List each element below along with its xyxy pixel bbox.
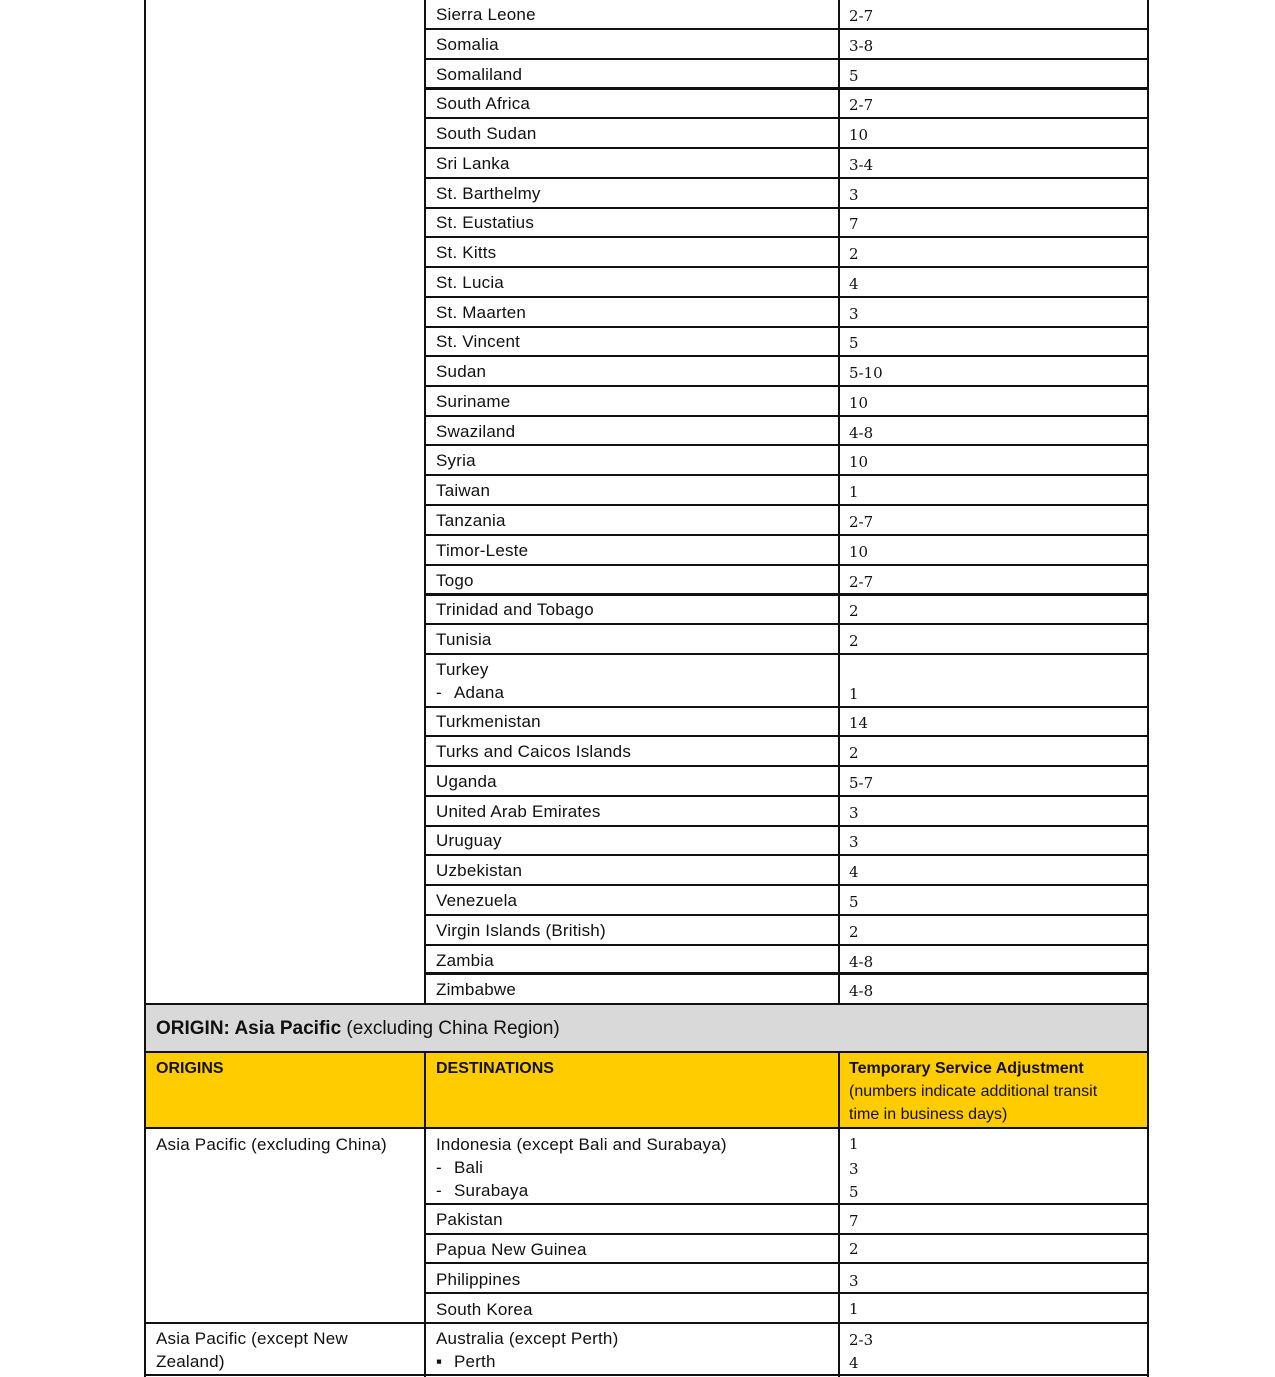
adjustment-value-cell: 10 <box>849 453 869 471</box>
row-border <box>425 177 1148 179</box>
header-tsa-title: Temporary Service Adjustment <box>849 1060 1084 1077</box>
destination-cell: Somaliland <box>436 65 523 84</box>
header-band-bottom-border <box>145 1127 1148 1129</box>
row-border <box>425 58 1148 60</box>
destination-cell: St. Barthelmy <box>436 184 541 203</box>
destination-cell: St. Lucia <box>436 273 504 292</box>
destination-cell: Timor-Leste <box>436 541 529 560</box>
header-origins: ORIGINS <box>156 1060 224 1077</box>
row-border <box>425 444 1148 446</box>
row-border <box>425 147 1148 149</box>
row-border <box>425 355 1148 357</box>
destination-cell: St. Eustatius <box>436 213 535 232</box>
dest-australia: Australia (except Perth) <box>436 1329 619 1348</box>
destination-cell: Turks and Caicos Islands <box>436 742 632 761</box>
row-border <box>425 534 1148 536</box>
destination-sub-label: Adana <box>454 683 505 702</box>
destination-cell: Turkmenistan <box>436 712 541 731</box>
dest-bali-label: Bali <box>454 1158 484 1177</box>
destination-cell: Virgin Islands (British) <box>436 921 606 940</box>
adjustment-value-cell: 2 <box>849 632 859 650</box>
dest-perth <box>436 1350 496 1373</box>
destination-cell: St. Vincent <box>436 332 521 351</box>
adjustment-value-cell: 1 <box>849 483 859 501</box>
row-border <box>425 854 1148 856</box>
destination-cell: Turkey <box>436 660 489 679</box>
origin-asia-pacific-except-new-zealand-line1: Asia Pacific (except New <box>156 1329 348 1348</box>
destination-cell: Sri Lanka <box>436 154 510 173</box>
adjustment-value-cell: 2-7 <box>849 7 874 25</box>
dest-indonesia: Indonesia (except Bali and Surabaya) <box>436 1135 727 1154</box>
destination-cell: Togo <box>436 571 474 590</box>
adjustment-value-cell: 14 <box>849 714 869 732</box>
row-border <box>425 207 1148 209</box>
header-band-top-border <box>145 1051 1148 1053</box>
adjustment-value-cell: 4-8 <box>849 424 874 442</box>
adjustment-value-cell: 3 <box>849 186 859 204</box>
row-border <box>425 884 1148 886</box>
row-border <box>425 795 1148 797</box>
region-title <box>156 1016 560 1042</box>
adjustment-value-cell: 5-10 <box>849 364 883 382</box>
adjustment-value-cell: 7 <box>849 215 859 233</box>
row-border <box>425 765 1148 767</box>
row-border <box>425 623 1148 625</box>
row-border <box>425 653 1148 655</box>
adjustment-value-cell: 2-7 <box>849 573 874 591</box>
dest-pakistan: Pakistan <box>436 1210 503 1229</box>
row-border <box>425 504 1148 506</box>
row-border <box>425 385 1148 387</box>
val-surabaya: 5 <box>849 1183 859 1201</box>
destination-cell: Tunisia <box>436 630 492 649</box>
destination-cell: Tanzania <box>436 511 506 530</box>
adjustment-value-cell: 10 <box>849 543 869 561</box>
val-australia: 2-3 <box>849 1331 874 1349</box>
row-border <box>425 266 1148 268</box>
dest-surabaya-label: Surabaya <box>454 1181 529 1200</box>
adjustment-value-cell: 2 <box>849 923 859 941</box>
destination-cell: Sudan <box>436 362 487 381</box>
destination-cell: Taiwan <box>436 481 491 500</box>
destination-cell: Uzbekistan <box>436 861 523 880</box>
adjustment-value-cell: 4-8 <box>849 982 874 1000</box>
header-tsa-line2: time in business days) <box>849 1106 1008 1123</box>
column-divider-destinations-lower <box>838 1052 840 1377</box>
adjustment-value-cell: 10 <box>849 126 869 144</box>
origin-group-border <box>145 1322 1148 1324</box>
destination-cell: Uganda <box>436 772 497 791</box>
destination-cell: Syria <box>436 451 476 470</box>
dest-papua-new-guinea: Papua New Guinea <box>436 1240 587 1259</box>
val-philippines: 3 <box>849 1272 859 1290</box>
destination-cell: Zimbabwe <box>436 980 517 999</box>
row-border <box>425 706 1148 708</box>
adjustment-value-cell: 4 <box>849 275 859 293</box>
dest-south-korea: South Korea <box>436 1300 533 1319</box>
table-left-border <box>144 0 146 1377</box>
destination-cell: Suriname <box>436 392 511 411</box>
origin-asia-pacific-excluding-china: Asia Pacific (excluding China) <box>156 1135 387 1154</box>
adjustment-value-cell: 5 <box>849 334 859 352</box>
dest-surabaya <box>436 1179 528 1202</box>
row-border <box>425 87 1148 90</box>
val-perth: 4 <box>849 1354 859 1372</box>
region-title-rest: (excluding China Region) <box>341 1018 560 1039</box>
val-south-korea: 1 <box>849 1300 859 1318</box>
header-destinations: DESTINATIONS <box>436 1060 554 1077</box>
adjustment-value-cell: 10 <box>849 394 869 412</box>
row-border <box>425 593 1148 596</box>
row-border <box>425 1233 1148 1235</box>
destination-cell: St. Maarten <box>436 303 527 322</box>
row-border <box>425 296 1148 298</box>
row-border <box>425 735 1148 737</box>
adjustment-value-cell: 2-7 <box>849 513 874 531</box>
adjustment-value-cell: 3 <box>849 833 859 851</box>
region-title-bold: ORIGIN: Asia Pacific <box>156 1018 342 1039</box>
adjustment-value-cell: 5 <box>849 67 859 85</box>
destination-cell <box>436 681 504 704</box>
header-tsa-line1: (numbers indicate additional transit <box>849 1083 1098 1100</box>
val-papua-new-guinea: 2 <box>849 1240 859 1258</box>
bullet-marker: ▪ <box>436 1352 443 1371</box>
adjustment-value-cell: 2 <box>849 602 859 620</box>
row-border <box>425 1262 1148 1264</box>
dash-marker: - <box>436 1181 442 1200</box>
row-border <box>425 117 1148 119</box>
destination-cell: Venezuela <box>436 891 518 910</box>
adjustment-value-cell: 4 <box>849 863 859 881</box>
row-border <box>425 474 1148 476</box>
adjustment-value-cell: 3 <box>849 305 859 323</box>
row-border <box>425 564 1148 566</box>
row-border <box>425 28 1148 30</box>
dash-marker: - <box>436 1158 442 1177</box>
row-border <box>425 236 1148 238</box>
val-indonesia: 1 <box>849 1135 859 1153</box>
adjustment-value-cell: 2-7 <box>849 96 874 114</box>
dest-perth-label: Perth <box>454 1352 496 1371</box>
dest-bali <box>436 1156 483 1179</box>
table-bottom-border <box>145 1374 1148 1376</box>
val-pakistan: 7 <box>849 1212 859 1230</box>
destination-cell: Swaziland <box>436 422 516 441</box>
row-border <box>425 326 1148 328</box>
val-bali: 3 <box>849 1160 859 1178</box>
row-border <box>425 1203 1148 1205</box>
adjustment-value-cell: 3-4 <box>849 156 874 174</box>
destination-cell: Trinidad and Tobago <box>436 600 594 619</box>
adjustment-value-cell: 2 <box>849 245 859 263</box>
row-border <box>425 914 1148 916</box>
column-divider-origins-lower <box>424 1052 426 1377</box>
adjustment-value-cell: 5-7 <box>849 774 874 792</box>
destination-cell: St. Kitts <box>436 243 497 262</box>
destination-cell: Zambia <box>436 951 494 970</box>
row-border <box>425 944 1148 946</box>
adjustment-value-cell: 1 <box>849 685 859 703</box>
row-border <box>425 415 1148 417</box>
destination-cell: United Arab Emirates <box>436 802 601 821</box>
adjustment-value-cell: 5 <box>849 893 859 911</box>
destination-cell: South Sudan <box>436 124 537 143</box>
adjustment-value-cell: 3-8 <box>849 37 874 55</box>
origin-asia-pacific-except-new-zealand-line2: Zealand) <box>156 1352 225 1371</box>
destination-cell: Sierra Leone <box>436 5 536 24</box>
adjustment-value-cell: 4-8 <box>849 953 874 971</box>
row-border <box>425 1292 1148 1294</box>
destination-cell: Somalia <box>436 35 499 54</box>
adjustment-value-cell: 2 <box>849 744 859 762</box>
region-band-top-border <box>145 1003 1148 1005</box>
dest-philippines: Philippines <box>436 1270 521 1289</box>
adjustment-value-cell: 3 <box>849 804 859 822</box>
destination-cell: South Africa <box>436 94 531 113</box>
dash-marker: - <box>436 683 442 702</box>
row-border <box>425 972 1148 975</box>
destination-cell: Uruguay <box>436 831 502 850</box>
row-border <box>425 825 1148 827</box>
